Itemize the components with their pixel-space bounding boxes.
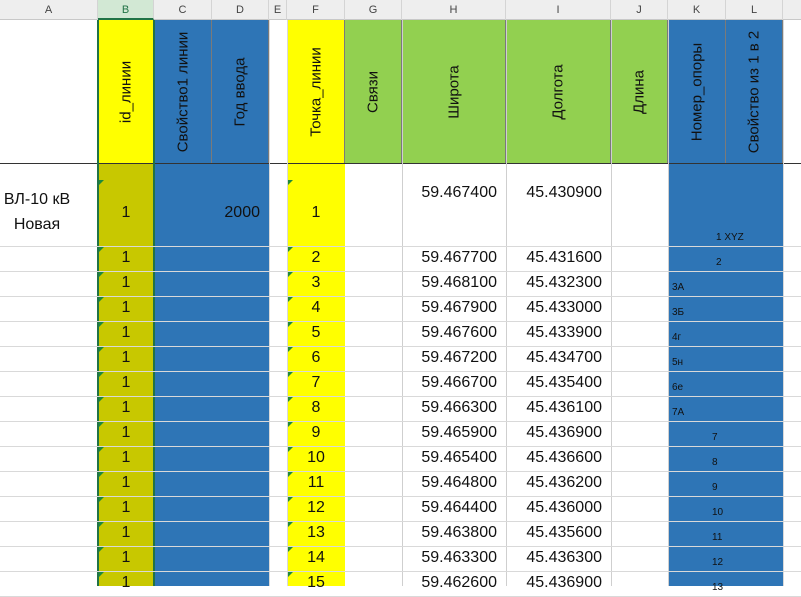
cell-latitude[interactable]: 59.464800 — [421, 474, 497, 491]
row-divider — [0, 321, 801, 322]
error-indicator-icon — [288, 547, 293, 552]
error-indicator-icon — [288, 322, 293, 327]
column-letter-g[interactable]: G — [345, 0, 402, 20]
cell-pole-number[interactable]: 5н — [672, 357, 684, 368]
cell-line-point[interactable]: 8 — [311, 399, 321, 416]
cell-latitude[interactable]: 59.467900 — [421, 299, 497, 316]
row-divider — [0, 471, 801, 472]
cell-property[interactable]: 13 — [712, 582, 724, 593]
cell-property[interactable]: 7 — [712, 432, 718, 443]
header-h[interactable] — [402, 20, 506, 163]
cell-pole-number[interactable]: 3А — [672, 282, 685, 293]
row-divider — [0, 396, 801, 397]
cell-line-point[interactable]: 12 — [307, 499, 325, 516]
cell-longitude[interactable]: 45.433000 — [526, 299, 602, 316]
column-letter-j[interactable]: J — [611, 0, 668, 20]
cell-property[interactable]: 11 — [712, 532, 723, 543]
column-letter-d[interactable]: D — [212, 0, 269, 20]
error-indicator-icon — [99, 547, 104, 552]
error-indicator-icon — [288, 472, 293, 477]
cell-line-point[interactable]: 5 — [311, 324, 321, 341]
error-indicator-icon — [288, 447, 293, 452]
header-j[interactable] — [611, 20, 668, 163]
header-l[interactable] — [726, 20, 783, 163]
cell-id-line[interactable]: 1 — [121, 349, 131, 366]
cell-longitude[interactable]: 45.434700 — [526, 349, 602, 366]
cell-latitude[interactable]: 59.463300 — [421, 549, 497, 566]
cell-line-point[interactable]: 4 — [311, 299, 321, 316]
cell-id-line[interactable]: 1 — [121, 574, 131, 591]
error-indicator-icon — [288, 247, 293, 252]
cell-id-line[interactable]: 1 — [121, 424, 131, 441]
cell-a-line2[interactable]: Новая — [13, 216, 61, 233]
error-indicator-icon — [288, 347, 293, 352]
cell-line-point[interactable]: 11 — [307, 474, 325, 491]
cell-id-line[interactable]: 1 — [121, 524, 131, 541]
cell-pole-number[interactable]: 3Б — [672, 307, 685, 318]
cell-line-point[interactable]: 13 — [307, 524, 325, 541]
header-f[interactable] — [287, 20, 345, 163]
header-bottom-border — [0, 163, 801, 164]
error-indicator-icon — [99, 272, 104, 277]
column-letter-a[interactable]: A — [0, 0, 98, 20]
cell-id-line[interactable]: 1 — [121, 399, 131, 416]
error-indicator-icon — [99, 572, 104, 577]
row-divider — [0, 571, 801, 572]
cell-longitude[interactable]: 45.436100 — [526, 399, 602, 416]
header-d-text: Год ввода — [231, 57, 249, 126]
cell-property[interactable]: 12 — [712, 557, 724, 568]
grid-line — [668, 20, 669, 586]
row-divider — [0, 296, 801, 297]
error-indicator-icon — [288, 497, 293, 502]
cell-a-line1[interactable]: ВЛ-10 кВ — [3, 191, 71, 208]
cell-longitude[interactable]: 45.435400 — [526, 374, 602, 391]
cell-line-point[interactable]: 7 — [311, 374, 321, 391]
cell-line-point[interactable]: 2 — [311, 249, 321, 266]
cell-l-first[interactable]: 1 XYZ — [716, 232, 744, 243]
header-j-text: Длина — [630, 69, 648, 114]
cell-id-line[interactable]: 1 — [121, 324, 131, 341]
cell-longitude[interactable]: 45.436300 — [526, 549, 602, 566]
column-header-bar — [0, 0, 801, 20]
row-divider — [0, 546, 801, 547]
error-indicator-icon — [99, 297, 104, 302]
column-letter-l[interactable]: L — [726, 0, 783, 20]
error-indicator-icon — [288, 522, 293, 527]
header-c-text: Свойство1 линии — [174, 31, 191, 152]
row-divider — [0, 521, 801, 522]
cell-latitude[interactable]: 59.467700 — [421, 249, 497, 266]
error-indicator-icon — [99, 322, 104, 327]
cell-latitude[interactable]: 59.466700 — [421, 374, 497, 391]
column-letter-e[interactable]: E — [269, 0, 287, 20]
header-g[interactable] — [345, 20, 402, 163]
error-indicator-icon — [99, 347, 104, 352]
cell-f-first[interactable]: 1 — [311, 204, 321, 221]
row-divider — [0, 371, 801, 372]
column-letter-c[interactable]: C — [154, 0, 212, 20]
error-indicator-icon — [288, 297, 293, 302]
cell-longitude[interactable]: 45.436000 — [526, 499, 602, 516]
header-l-text: Свойство из 1 в 2 — [745, 30, 763, 153]
cell-id-line[interactable]: 1 — [121, 299, 131, 316]
column-letter-h[interactable]: H — [402, 0, 506, 20]
cell-property[interactable]: 2 — [716, 257, 722, 268]
cell-latitude[interactable]: 59.467600 — [421, 324, 497, 341]
error-indicator-icon — [99, 447, 104, 452]
error-indicator-icon — [99, 472, 104, 477]
row-divider — [0, 346, 801, 347]
cell-longitude[interactable]: 45.436200 — [526, 474, 602, 491]
error-indicator-icon — [288, 572, 293, 577]
cell-id-line[interactable]: 1 — [121, 449, 131, 466]
cell-pole-number[interactable]: 7А — [672, 407, 685, 418]
cell-longitude[interactable]: 45.433900 — [526, 324, 602, 341]
error-indicator-icon — [288, 397, 293, 402]
row-divider — [0, 446, 801, 447]
column-letter-i[interactable]: I — [506, 0, 611, 20]
error-indicator-icon — [99, 180, 104, 185]
cell-latitude[interactable]: 59.462600 — [421, 574, 497, 591]
cell-line-point[interactable]: 6 — [311, 349, 321, 366]
row-divider — [0, 421, 801, 422]
cell-property[interactable]: 9 — [712, 482, 718, 493]
cell-latitude[interactable]: 59.464400 — [421, 499, 497, 516]
header-i[interactable] — [506, 20, 611, 163]
cell-longitude[interactable]: 45.436900 — [526, 424, 602, 441]
cell-longitude[interactable]: 45.436900 — [526, 574, 602, 591]
error-indicator-icon — [99, 397, 104, 402]
header-h-text: Широта — [445, 64, 462, 119]
error-indicator-icon — [99, 522, 104, 527]
cell-pole-number[interactable]: 4г — [672, 332, 682, 343]
cell-longitude[interactable]: 45.431600 — [526, 249, 602, 266]
header-i-text: Долгота — [549, 63, 567, 120]
cell-id-line[interactable]: 1 — [121, 499, 131, 516]
cell-id-line[interactable]: 1 — [121, 249, 131, 266]
grid-line — [269, 20, 270, 586]
cell-id-line[interactable]: 1 — [121, 549, 131, 566]
grid-line — [783, 20, 784, 586]
cell-i-first[interactable]: 45.430900 — [526, 184, 602, 201]
column-letter-f[interactable]: F — [287, 0, 345, 20]
column-letter-b[interactable]: B — [98, 0, 154, 20]
cell-id-line[interactable]: 1 — [121, 274, 131, 291]
error-indicator-icon — [99, 422, 104, 427]
cell-latitude[interactable]: 59.467200 — [421, 349, 497, 366]
header-f-text: Точка_линии — [307, 46, 324, 137]
cell-id-line[interactable]: 1 — [121, 474, 131, 491]
column-letter-k[interactable]: K — [668, 0, 726, 20]
cell-property[interactable]: 10 — [712, 507, 724, 518]
error-indicator-icon — [99, 247, 104, 252]
header-d[interactable] — [212, 20, 269, 163]
error-indicator-icon — [99, 372, 104, 377]
row-divider — [0, 246, 801, 247]
cell-line-point[interactable]: 9 — [311, 424, 321, 441]
row-divider — [0, 271, 801, 272]
grid-line — [611, 20, 612, 586]
cell-pole-number[interactable]: 6е — [672, 382, 684, 393]
cell-d-first[interactable]: 2000 — [224, 204, 260, 221]
cell-line-point[interactable]: 14 — [307, 549, 325, 566]
header-b-text: id_линии — [117, 60, 134, 123]
error-indicator-icon — [288, 422, 293, 427]
header-k-text: Номер_опоры — [688, 42, 705, 141]
header-k[interactable] — [668, 20, 726, 163]
cell-line-point[interactable]: 3 — [311, 274, 321, 291]
cell-id-line[interactable]: 1 — [121, 374, 131, 391]
cell-longitude[interactable]: 45.432300 — [526, 274, 602, 291]
error-indicator-icon — [288, 180, 293, 185]
cell-latitude[interactable]: 59.465400 — [421, 449, 497, 466]
error-indicator-icon — [288, 272, 293, 277]
cell-latitude[interactable]: 59.465900 — [421, 424, 497, 441]
cell-h-first[interactable]: 59.467400 — [421, 184, 497, 201]
cell-line-point[interactable]: 10 — [307, 449, 325, 466]
row-divider — [0, 496, 801, 497]
cell-property[interactable]: 8 — [712, 457, 718, 468]
header-b[interactable] — [98, 20, 154, 163]
cell-longitude[interactable]: 45.436600 — [526, 449, 602, 466]
cell-line-point[interactable]: 15 — [307, 574, 325, 591]
cell-longitude[interactable]: 45.435600 — [526, 524, 602, 541]
cell-b-first[interactable]: 1 — [121, 204, 131, 221]
header-c[interactable] — [154, 20, 212, 163]
cell-latitude[interactable]: 59.463800 — [421, 524, 497, 541]
header-g-text: Связи — [364, 70, 382, 113]
error-indicator-icon — [288, 372, 293, 377]
cell-latitude[interactable]: 59.468100 — [421, 274, 497, 291]
cell-latitude[interactable]: 59.466300 — [421, 399, 497, 416]
error-indicator-icon — [99, 497, 104, 502]
